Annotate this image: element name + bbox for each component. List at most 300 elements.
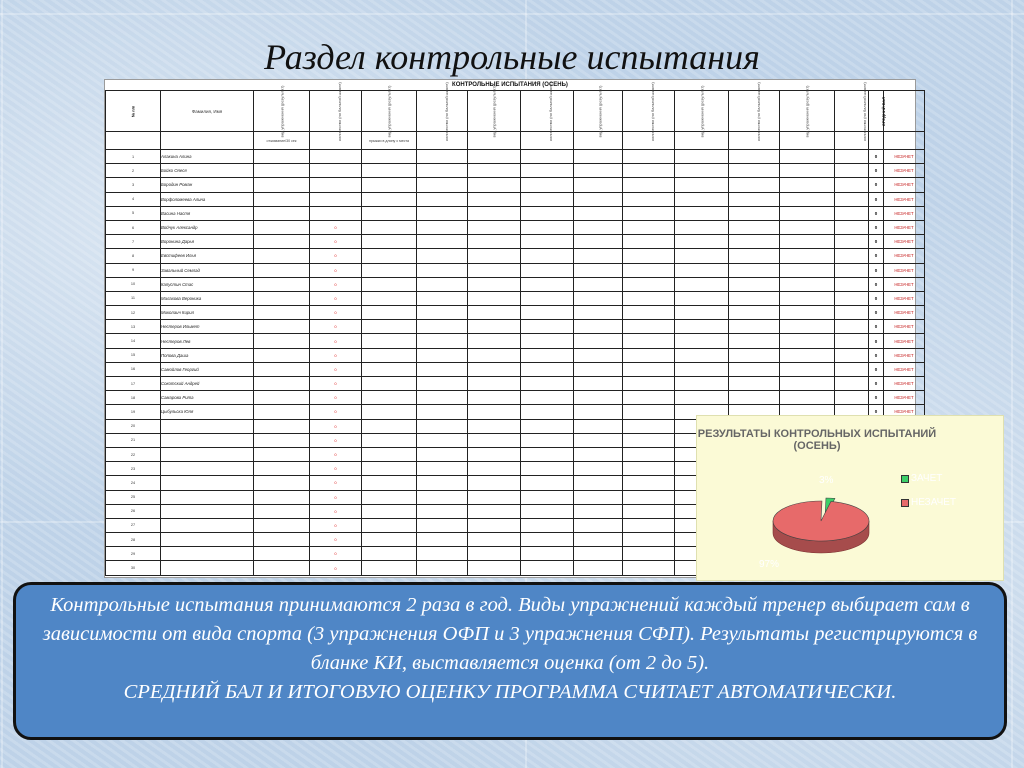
row-number: 7 [106, 235, 161, 249]
row-score: 0 [310, 263, 362, 277]
row-cell [623, 462, 675, 476]
row-score: 0 [310, 320, 362, 334]
row-cell [729, 220, 780, 234]
row-cell [623, 533, 675, 547]
row-name: Завальный Семлад [161, 263, 254, 277]
row-name: Цыбульска Юля [161, 405, 254, 419]
row-number: 23 [106, 462, 161, 476]
row-cell [521, 419, 574, 433]
row-cell [675, 150, 729, 164]
row-score: 0 [310, 235, 362, 249]
row-cell [417, 518, 468, 532]
row-cell [254, 504, 310, 518]
legend-label-pass: ЗАЧЕТ [911, 473, 943, 484]
row-cell [574, 306, 623, 320]
row-cell [254, 391, 310, 405]
table-row [106, 220, 925, 234]
row-cell [254, 320, 310, 334]
col-number-header: № п/п [106, 91, 161, 132]
row-average: 0 [869, 277, 884, 291]
row-cell [417, 306, 468, 320]
row-cell [675, 391, 729, 405]
row-cell [623, 362, 675, 376]
row-cell [468, 291, 521, 305]
row-cell [780, 277, 835, 291]
row-status: НЕЗАЧЕТ [884, 235, 925, 249]
row-cell [780, 192, 835, 206]
row-cell [729, 263, 780, 277]
row-number: 11 [106, 291, 161, 305]
table-row [106, 291, 925, 305]
row-cell [521, 462, 574, 476]
row-cell [574, 291, 623, 305]
row-cell [468, 164, 521, 178]
row-score [310, 192, 362, 206]
info-note: СРЕДНИЙ БАЛ И ИТОГОВУЮ ОЦЕНКУ ПРОГРАММА СЧИТАЕТ АВТОМАТИЧЕСКИ. [123, 681, 897, 703]
row-cell [468, 504, 521, 518]
row-cell [623, 235, 675, 249]
row-cell [417, 377, 468, 391]
row-cell [362, 291, 417, 305]
page-title: Раздел контрольные испытания [264, 37, 760, 77]
row-name: Нестеров Лев [161, 334, 254, 348]
row-number: 29 [106, 547, 161, 561]
row-score: 0 [310, 306, 362, 320]
row-score: 0 [310, 348, 362, 362]
row-number: 10 [106, 277, 161, 291]
row-name [161, 561, 254, 575]
row-cell [835, 334, 869, 348]
row-cell [623, 447, 675, 461]
row-average: 0 [869, 150, 884, 164]
col-exercise-header: количество (по бальной шкале) [521, 91, 574, 132]
row-name [161, 462, 254, 476]
row-cell [521, 334, 574, 348]
row-cell [254, 206, 310, 220]
row-cell [574, 220, 623, 234]
legend-item-pass [911, 473, 942, 484]
row-cell [468, 306, 521, 320]
row-cell [780, 291, 835, 305]
row-cell [362, 433, 417, 447]
row-number: 18 [106, 391, 161, 405]
row-name [161, 433, 254, 447]
row-cell [835, 306, 869, 320]
row-cell [521, 447, 574, 461]
row-cell [623, 561, 675, 575]
col-exercise-header: вид упражнения (результат) [362, 91, 417, 132]
row-cell [254, 533, 310, 547]
row-cell [835, 377, 869, 391]
results-chart [696, 415, 1004, 581]
row-name [161, 419, 254, 433]
row-cell [417, 391, 468, 405]
row-name [161, 476, 254, 490]
row-cell [780, 178, 835, 192]
row-average: 0 [869, 263, 884, 277]
row-cell [362, 306, 417, 320]
row-cell [417, 263, 468, 277]
row-cell [417, 547, 468, 561]
row-cell [574, 206, 623, 220]
row-cell [623, 490, 675, 504]
row-cell [574, 476, 623, 490]
row-cell [362, 419, 417, 433]
row-cell [729, 178, 780, 192]
row-cell [362, 249, 417, 263]
row-cell [417, 561, 468, 575]
row-cell [729, 391, 780, 405]
row-cell [521, 490, 574, 504]
row-cell [521, 291, 574, 305]
row-average: 0 [869, 206, 884, 220]
row-cell [468, 334, 521, 348]
row-cell [254, 419, 310, 433]
row-cell [417, 362, 468, 376]
row-name: Бойко Олеся [161, 164, 254, 178]
row-cell [675, 220, 729, 234]
row-score: 0 [310, 533, 362, 547]
row-name: Попова Даша [161, 348, 254, 362]
chart-title: РЕЗУЛЬТАТЫ КОНТРОЛЬНЫХ ИСПЫТАНИЙ (ОСЕНЬ) [697, 428, 937, 452]
row-cell [574, 433, 623, 447]
row-status: НЕЗАЧЕТ [884, 192, 925, 206]
row-cell [574, 249, 623, 263]
row-cell [675, 249, 729, 263]
row-cell [574, 178, 623, 192]
row-cell [780, 220, 835, 234]
row-cell [729, 206, 780, 220]
row-cell [780, 306, 835, 320]
row-cell [468, 192, 521, 206]
row-status: НЕЗАЧЕТ [884, 220, 925, 234]
row-cell [675, 306, 729, 320]
row-cell [468, 320, 521, 334]
row-cell [362, 518, 417, 532]
row-cell [417, 533, 468, 547]
row-number: 6 [106, 220, 161, 234]
row-cell [675, 377, 729, 391]
col-exercise-subheader [310, 132, 362, 150]
row-cell [417, 419, 468, 433]
row-cell [254, 348, 310, 362]
row-cell [574, 334, 623, 348]
row-score [310, 178, 362, 192]
row-name [161, 547, 254, 561]
row-cell [417, 220, 468, 234]
row-cell [729, 150, 780, 164]
row-status: НЕЗАЧЕТ [884, 334, 925, 348]
row-cell [729, 348, 780, 362]
row-cell [362, 220, 417, 234]
col-exercise-subheader: отжимание/30 сек [254, 132, 310, 150]
row-cell [521, 192, 574, 206]
row-cell [417, 192, 468, 206]
row-cell [521, 476, 574, 490]
row-cell [521, 377, 574, 391]
row-cell [623, 405, 675, 419]
row-cell [623, 206, 675, 220]
row-cell [254, 220, 310, 234]
row-cell [468, 405, 521, 419]
row-cell [254, 362, 310, 376]
row-status: НЕЗАЧЕТ [884, 178, 925, 192]
row-score: 0 [310, 277, 362, 291]
row-average: 0 [869, 405, 884, 419]
row-cell [468, 419, 521, 433]
row-cell [623, 547, 675, 561]
row-number: 28 [106, 533, 161, 547]
row-score: 0 [310, 334, 362, 348]
row-cell [623, 348, 675, 362]
row-cell [623, 476, 675, 490]
row-number: 5 [106, 206, 161, 220]
row-status: НЕЗАЧЕТ [884, 362, 925, 376]
row-cell [835, 362, 869, 376]
row-number: 22 [106, 447, 161, 461]
row-cell [835, 150, 869, 164]
row-cell [362, 391, 417, 405]
col-exercise-header: количество (по бальной шкале) [729, 91, 780, 132]
row-cell [468, 263, 521, 277]
row-cell [521, 320, 574, 334]
row-cell [468, 547, 521, 561]
row-cell [574, 533, 623, 547]
row-cell [521, 405, 574, 419]
row-cell [417, 447, 468, 461]
row-cell [729, 235, 780, 249]
row-name: Нестеров Ильмет [161, 320, 254, 334]
row-cell [780, 362, 835, 376]
row-cell [521, 533, 574, 547]
row-cell [417, 334, 468, 348]
row-cell [623, 518, 675, 532]
row-score: 0 [310, 377, 362, 391]
row-cell [835, 320, 869, 334]
row-cell [254, 291, 310, 305]
row-name: Евстифеев Илья [161, 249, 254, 263]
row-cell [362, 192, 417, 206]
row-cell [468, 249, 521, 263]
row-cell [574, 447, 623, 461]
row-cell [468, 277, 521, 291]
row-cell [417, 462, 468, 476]
row-cell [362, 206, 417, 220]
row-number: 14 [106, 334, 161, 348]
row-number: 4 [106, 192, 161, 206]
col-exercise-header: вид упражнения (результат) [574, 91, 623, 132]
row-name: Сокотский Андрей [161, 377, 254, 391]
row-status: НЕЗАЧЕТ [884, 263, 925, 277]
row-cell [362, 235, 417, 249]
row-cell [254, 249, 310, 263]
row-cell [835, 164, 869, 178]
info-text: Контрольные испытания принимаются 2 раза в год. Виды упражнений каждый тренер выбирает сам в зависимости от вида спорта (3 упражнения ОФП и 3 упражнения СФП). Результаты регистрируются в бланке КИ, выставляется оценка (от 2 до 5). [42, 594, 978, 674]
table-row [106, 192, 925, 206]
table-row [106, 249, 925, 263]
row-score [310, 164, 362, 178]
row-cell [417, 277, 468, 291]
row-average: 0 [869, 306, 884, 320]
row-score: 0 [310, 419, 362, 433]
row-number: 15 [106, 348, 161, 362]
row-cell [574, 377, 623, 391]
row-cell [468, 206, 521, 220]
row-cell [417, 235, 468, 249]
row-cell [468, 447, 521, 461]
row-cell [417, 476, 468, 490]
row-status: НЕЗАЧЕТ [884, 277, 925, 291]
row-cell [729, 164, 780, 178]
row-cell [623, 504, 675, 518]
row-cell [362, 164, 417, 178]
row-cell [362, 533, 417, 547]
row-cell [254, 263, 310, 277]
pie-slice-fail [773, 501, 869, 541]
row-status: НЕЗАЧЕТ [884, 405, 925, 419]
row-cell [623, 277, 675, 291]
row-cell [835, 391, 869, 405]
row-cell [574, 320, 623, 334]
row-cell [835, 291, 869, 305]
row-name [161, 504, 254, 518]
row-status: НЕЗАЧЕТ [884, 291, 925, 305]
row-cell [254, 277, 310, 291]
row-score: 0 [310, 447, 362, 461]
row-average: 0 [869, 377, 884, 391]
row-cell [362, 447, 417, 461]
row-cell [521, 164, 574, 178]
col-exercise-subheader [729, 132, 780, 150]
row-name [161, 533, 254, 547]
row-cell [623, 249, 675, 263]
row-cell [521, 504, 574, 518]
row-cell [468, 518, 521, 532]
col-exercise-subheader [623, 132, 675, 150]
row-name: Самарова Рита [161, 391, 254, 405]
row-cell [254, 306, 310, 320]
row-cell [675, 291, 729, 305]
row-cell [835, 192, 869, 206]
row-average: 0 [869, 320, 884, 334]
row-status: НЕЗАЧЕТ [884, 150, 925, 164]
row-status: НЕЗАЧЕТ [884, 377, 925, 391]
row-cell [623, 320, 675, 334]
row-cell [623, 164, 675, 178]
row-cell [468, 462, 521, 476]
row-cell [254, 433, 310, 447]
col-exercise-subheader [417, 132, 468, 150]
row-cell [417, 433, 468, 447]
table-row [106, 334, 925, 348]
row-cell [574, 462, 623, 476]
row-cell [417, 206, 468, 220]
row-average: 0 [869, 291, 884, 305]
row-score: 0 [310, 362, 362, 376]
row-average: 0 [869, 348, 884, 362]
sheet-heading: КОНТРОЛЬНЫЕ ИСПЫТАНИЯ (ОСЕНЬ) [452, 82, 568, 88]
table-row [106, 206, 925, 220]
row-cell [729, 249, 780, 263]
row-cell [574, 518, 623, 532]
row-cell [780, 334, 835, 348]
row-cell [574, 504, 623, 518]
row-cell [729, 291, 780, 305]
row-cell [521, 178, 574, 192]
col-status-header [884, 91, 925, 132]
row-cell [623, 306, 675, 320]
row-cell [675, 348, 729, 362]
row-cell [729, 362, 780, 376]
row-cell [780, 263, 835, 277]
row-cell [417, 348, 468, 362]
row-cell [623, 263, 675, 277]
row-cell [468, 476, 521, 490]
row-score: 0 [310, 291, 362, 305]
row-score: 0 [310, 462, 362, 476]
row-cell [780, 150, 835, 164]
row-name: Алакина Алина [161, 150, 254, 164]
row-cell [417, 490, 468, 504]
row-name: Войчук Александр [161, 220, 254, 234]
row-cell [729, 334, 780, 348]
table-row [106, 391, 925, 405]
row-score: 0 [310, 518, 362, 532]
row-number: 21 [106, 433, 161, 447]
row-cell [623, 334, 675, 348]
row-cell [362, 348, 417, 362]
row-average: 0 [869, 192, 884, 206]
row-cell [623, 391, 675, 405]
row-number: 30 [106, 561, 161, 575]
col-exercise-header: количество (по бальной шкале) [310, 91, 362, 132]
col-exercise-subheader: прыжки в длину с места [362, 132, 417, 150]
row-score: 0 [310, 220, 362, 234]
row-cell [254, 235, 310, 249]
row-cell [417, 405, 468, 419]
row-cell [417, 178, 468, 192]
row-number: 25 [106, 490, 161, 504]
row-cell [780, 320, 835, 334]
table-row [106, 306, 925, 320]
row-cell [362, 547, 417, 561]
row-cell [675, 263, 729, 277]
row-cell [521, 433, 574, 447]
row-cell [468, 490, 521, 504]
row-cell [468, 433, 521, 447]
row-name: Васина Настя [161, 206, 254, 220]
row-cell [468, 348, 521, 362]
row-cell [574, 235, 623, 249]
row-average: 0 [869, 334, 884, 348]
table-row [106, 362, 925, 376]
row-cell [362, 405, 417, 419]
row-cell [254, 150, 310, 164]
row-number: 19 [106, 405, 161, 419]
table-row [106, 348, 925, 362]
row-cell [468, 178, 521, 192]
row-name [161, 447, 254, 461]
row-cell [675, 334, 729, 348]
row-score: 0 [310, 476, 362, 490]
row-score: 0 [310, 490, 362, 504]
row-cell [675, 192, 729, 206]
row-cell [417, 504, 468, 518]
row-cell [675, 235, 729, 249]
row-score: 0 [310, 405, 362, 419]
row-cell [574, 192, 623, 206]
table-header-row [106, 91, 925, 132]
